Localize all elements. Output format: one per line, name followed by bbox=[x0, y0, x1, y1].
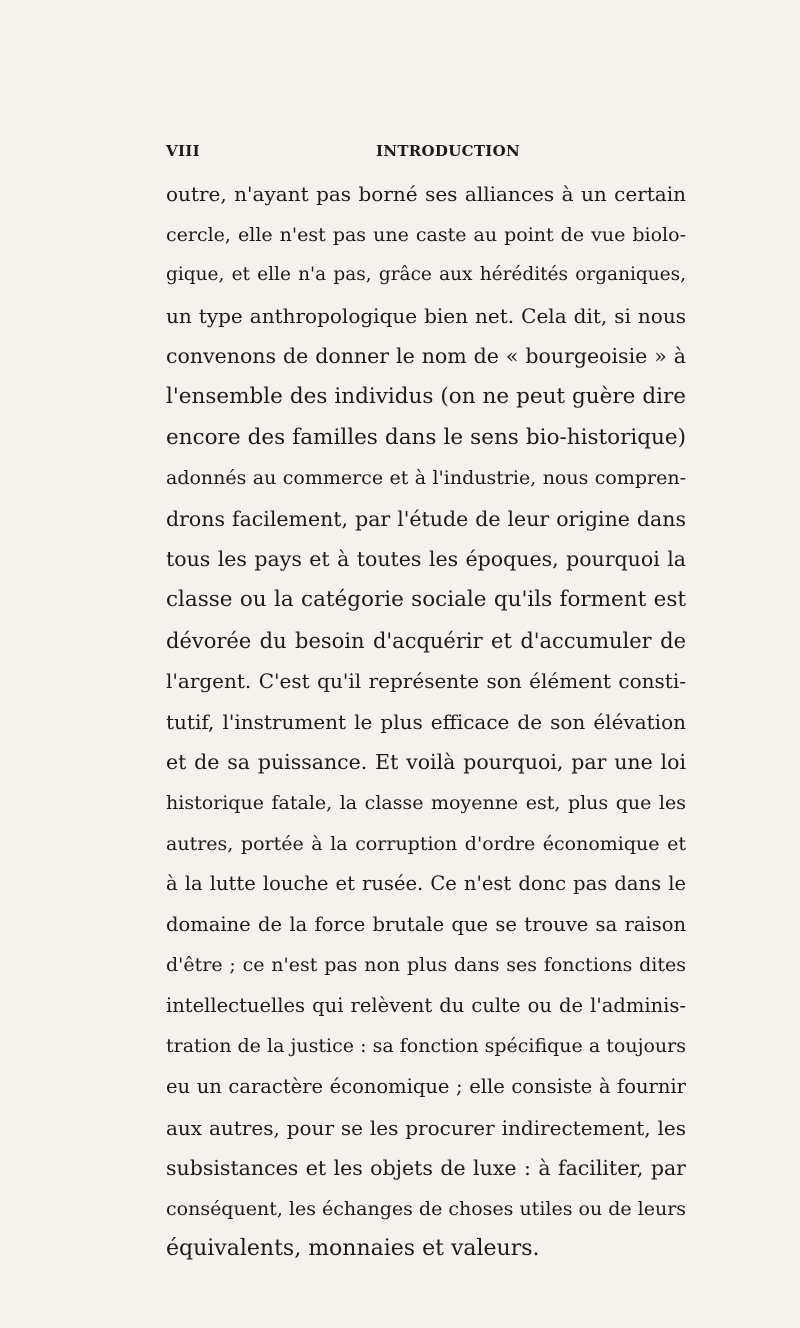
text-line: domaine de la force brutale que se trouve sa raison bbox=[166, 912, 686, 936]
text-line: et de sa puissance. Et voilà pourquoi, par une loi bbox=[166, 750, 686, 775]
text-line: dévorée du besoin d'acquérir et d'accumuler de bbox=[166, 628, 686, 653]
text-line: outre, n'ayant pas borné ses alliances à un certain bbox=[166, 182, 686, 206]
text-line: autres, portée à la corruption d'ordre économique et bbox=[166, 832, 686, 855]
text-line: classe ou la catégorie sociale qu'ils forment est bbox=[166, 586, 686, 612]
text-line: un type anthropologique bien net. Cela dit, si nous bbox=[166, 303, 686, 328]
text-line: gique, et elle n'a pas, grâce aux hérédités organiques, bbox=[166, 264, 686, 286]
text-line: cercle, elle n'est pas une caste au point de vue biolo- bbox=[166, 223, 686, 246]
text-line: à la lutte louche et rusée. Ce n'est donc pas dans le bbox=[166, 872, 686, 896]
text-line: historique fatale, la classe moyenne est, plus que les bbox=[166, 791, 686, 814]
text-line: tration de la justice : sa fonction spécifique a toujours bbox=[166, 1035, 686, 1058]
text-line: l'ensemble des individus (on ne peut guère dire bbox=[166, 383, 686, 409]
text-line: subsistances et les objets de luxe : à faciliter, par bbox=[166, 1156, 686, 1181]
page-number: VIII bbox=[166, 142, 200, 160]
text-line: l'argent. C'est qu'il représente son élément consti- bbox=[166, 669, 686, 694]
text-line: convenons de donner le nom de « bourgeoisie » à bbox=[166, 344, 686, 369]
text-line: adonnés au commerce et à l'industrie, nous compren- bbox=[166, 467, 686, 490]
text-line: eu un caractère économique ; elle consiste à fournir bbox=[166, 1075, 686, 1099]
text-line: d'être ; ce n'est pas non plus dans ses fonctions dites bbox=[166, 954, 686, 977]
running-title: INTRODUCTION bbox=[376, 142, 521, 160]
text-line: conséquent, les échanges de choses utiles ou de leurs bbox=[166, 1197, 686, 1220]
text-line: aux autres, pour se les procurer indirectement, les bbox=[166, 1115, 686, 1140]
text-line-last: équivalents, monnaies et valeurs. bbox=[166, 1236, 540, 1262]
text-line: tous les pays et à toutes les époques, pourquoi la bbox=[166, 547, 686, 572]
text-line: drons facilement, par l'étude de leur origine dans bbox=[166, 506, 686, 531]
text-line: encore des familles dans le sens bio-historique) bbox=[166, 424, 686, 450]
body-text bbox=[166, 174, 686, 1270]
text-line: tutif, l'instrument le plus efficace de son élévation bbox=[166, 709, 686, 734]
running-head bbox=[166, 142, 686, 166]
text-line: intellectuelles qui relèvent du culte ou de l'adminis- bbox=[166, 993, 686, 1017]
